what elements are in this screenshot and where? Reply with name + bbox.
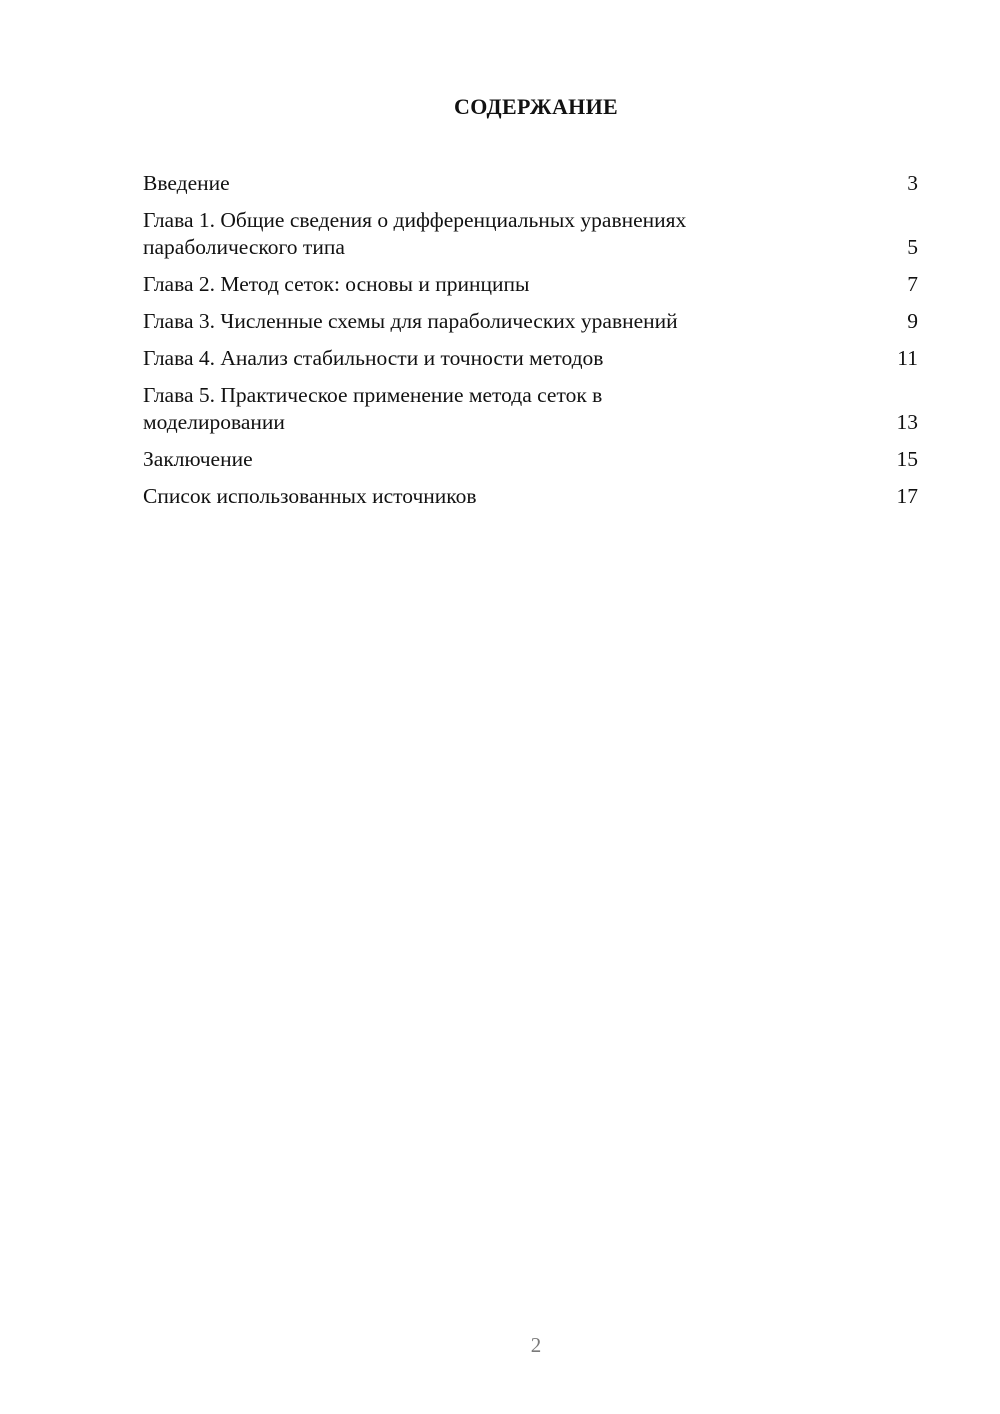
toc-entry-title: Введение [143,171,230,195]
toc-entry-chapter-5 [143,382,918,436]
toc-entry-chapter-1 [143,207,918,261]
toc-entry-page: 5 [907,235,918,259]
table-of-contents [143,170,918,520]
toc-entry-title: Глава 3. Численные схемы для параболических уравнений [143,309,678,333]
page-title: СОДЕРЖАНИЕ [454,94,618,119]
toc-entry-conclusion [143,446,918,473]
toc-entry-page: 9 [907,309,918,333]
toc-entry-title: Глава 4. Анализ стабильности и точности методов [143,346,604,370]
toc-entry-page: 15 [896,447,918,471]
toc-entry-title: Глава 1. Общие сведения о дифференциальных уравнениях параболического типа [143,208,687,259]
toc-entry-chapter-2 [143,271,918,298]
toc-entry-page: 13 [896,410,918,434]
toc-entry-introduction [143,170,918,197]
toc-entry-title: Заключение [143,447,253,471]
toc-entry-chapter-4 [143,345,918,372]
toc-entry-title: Список использованных источников [143,484,477,508]
toc-entry-page: 11 [897,346,918,370]
toc-entry-page: 3 [907,171,918,195]
toc-entry-references [143,483,918,510]
toc-entry-title: Глава 5. Практическое применение метода сеток в моделировании [143,383,603,434]
toc-entry-page: 17 [896,484,918,508]
toc-entry-title: Глава 2. Метод сеток: основы и принципы [143,272,530,296]
page-number: 2 [530,1333,542,1357]
toc-entry-chapter-3 [143,308,918,335]
toc-entry-page: 7 [907,272,918,296]
